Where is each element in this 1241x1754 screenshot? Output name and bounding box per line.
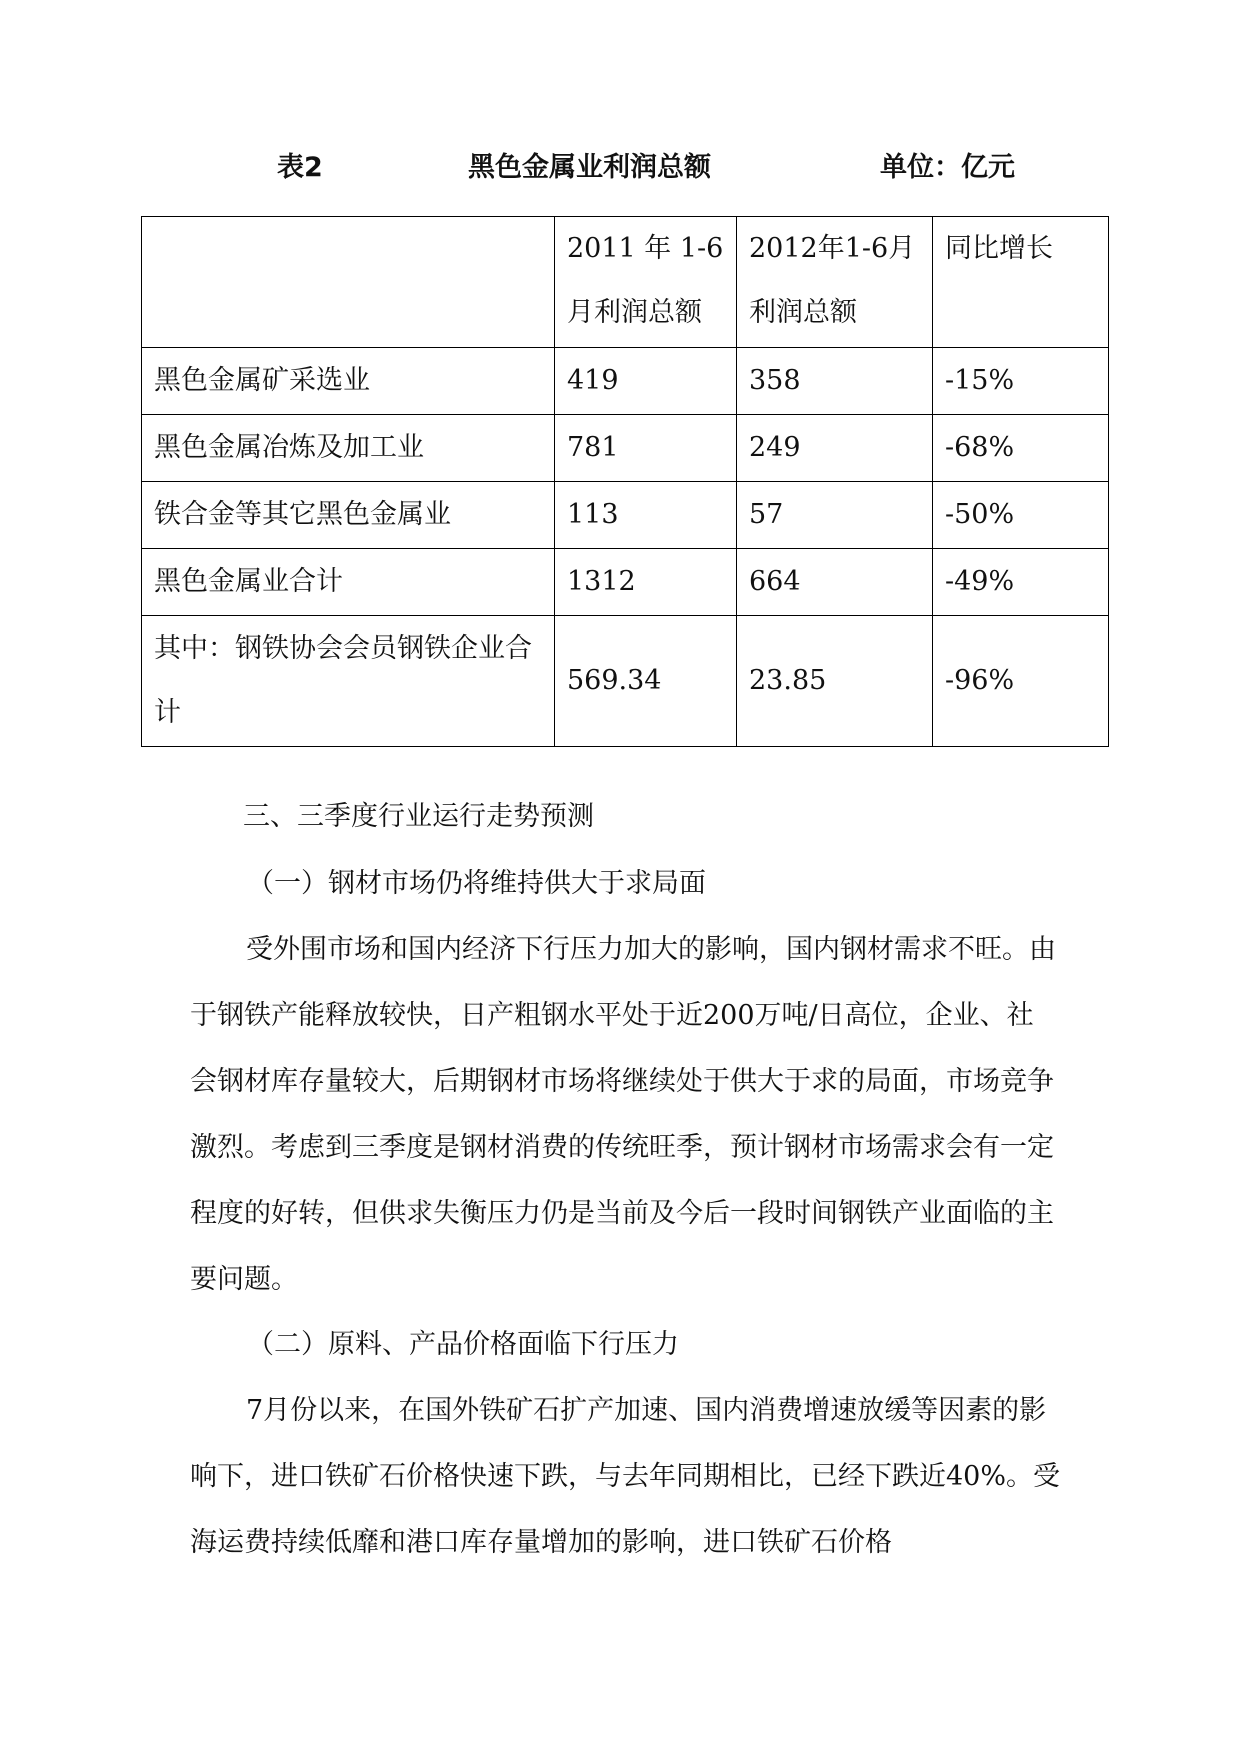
row-label: 黑色金属矿采选业: [142, 348, 555, 415]
header-cell-growth: 同比增长: [933, 217, 1109, 348]
subsection-heading-2: （二）原料、产品价格面临下行压力: [247, 1329, 679, 1360]
row-label: 黑色金属业合计: [142, 549, 555, 616]
subsection-heading-1: （一）钢材市场仍将维持供大于求局面: [247, 868, 706, 899]
cell-2011: 1312: [555, 549, 737, 616]
row-label: 其中：钢铁协会会员钢铁企业合计: [142, 616, 555, 747]
cell-growth: -68%: [933, 415, 1109, 482]
cell-2012: 358: [737, 348, 933, 415]
cell-2011: 419: [555, 348, 737, 415]
table-row: [142, 549, 1109, 616]
cell-growth: -49%: [933, 549, 1109, 616]
table-title: 黑色金属业利润总额: [468, 152, 711, 183]
cell-growth: -96%: [933, 616, 1109, 747]
cell-2012: 664: [737, 549, 933, 616]
table-row: [142, 482, 1109, 549]
section-heading: 三、三季度行业运行走势预测: [243, 801, 594, 832]
table-row: [142, 415, 1109, 482]
cell-growth: -50%: [933, 482, 1109, 549]
row-label: 黑色金属冶炼及加工业: [142, 415, 555, 482]
table-caption: [0, 143, 1241, 193]
table-unit: 单位：亿元: [880, 152, 1015, 183]
row-label: 铁合金等其它黑色金属业: [142, 482, 555, 549]
table-row: [142, 348, 1109, 415]
cell-2011: 781: [555, 415, 737, 482]
header-cell-2012: 2012年1-6月利润总额: [737, 217, 933, 348]
profit-table: [141, 216, 1109, 747]
cell-2011: 113: [555, 482, 737, 549]
cell-growth: -15%: [933, 348, 1109, 415]
header-cell-2011: 2011 年 1-6 月利润总额: [555, 217, 737, 348]
table-number: 表2: [277, 152, 323, 183]
paragraph-2: 7月份以来，在国外铁矿石扩产加速、国内消费增速放缓等因素的影响下，进口铁矿石价格快速下跌，与去年同期相比，已经下跌近40%。受海运费持续低靡和港口库存量增加的影响，进口铁矿石价格: [190, 1395, 1061, 1558]
cell-2012: 57: [737, 482, 933, 549]
paragraph-1: 受外围市场和国内经济下行压力加大的影响，国内钢材需求不旺。由于钢铁产能释放较快，日产粗钢水平处于近200万吨/日高位，企业、社会钢材库存量较大，后期钢材市场将继续处于供大于求的局面，市场竞争激烈。考虑到三季度是钢材消费的传统旺季，预计钢材市场需求会有一定程度的好转，但供求失衡压力仍是当前及今后一段时间钢铁产业面临的主要问题。: [190, 934, 1056, 1295]
cell-2012: 249: [737, 415, 933, 482]
header-cell-empty: [142, 217, 555, 348]
cell-2012: 23.85: [737, 616, 933, 747]
table-row: [142, 616, 1109, 747]
cell-2011: 569.34: [555, 616, 737, 747]
table-header-row: [142, 217, 1109, 348]
